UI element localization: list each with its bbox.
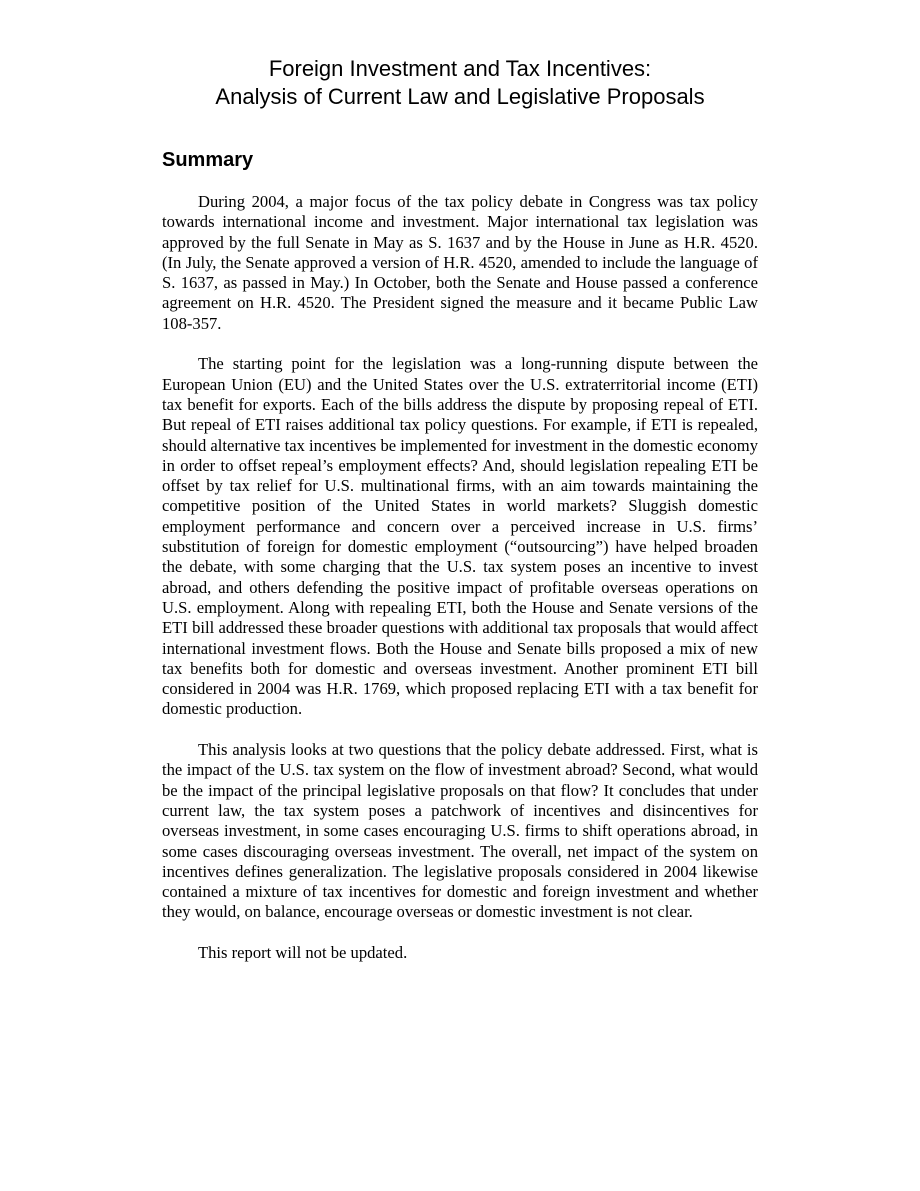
paragraph: This report will not be updated. — [198, 942, 408, 962]
paragraph: The starting point for the legislation was a long-running dispute between the European Union (EU) and the United States over the U.S. extraterritorial income (ETI) tax benefit for exports. Each of the bills address the dispute by proposing repeal of ETI. But repeal of ETI raises additional tax policy questions. For example, if ETI is repealed, should alternative tax incentives be implemented for investment in the domestic economy in order to offset repeal’s employment effects? And, should legislation repealing ETI be offset by tax relief for U.S. multinational firms, with an aim towards maintaining the competitive position of the United States in world markets? Sluggish domestic employment performance and concern over a perceived increase in U.S. firms’ substitution of foreign for domestic employment (“outsourcing”) have helped broaden the debate, with some charging that the U.S. tax system poses an incentive to invest abroad, and others defending the positive impact of profitable overseas operations on U.S. employment. Along with repealing ETI, both the House and Senate versions of the ETI bill addressed these broader questions with additional tax proposals that would affect international investment flows. Both the House and Senate bills proposed a mix of new tax benefits both for domestic and overseas investment. Another prominent ETI bill considered in 2004 was H.R. 1769, which proposed replacing ETI with a tax benefit for domestic production. — [162, 354, 758, 719]
paragraph: This analysis looks at two questions that the policy debate addressed. First, what is the impact of the U.S. tax system on the flow of investment abroad? Second, what would be the impact of the principal legislative proposals on that flow? It concludes that under current law, the tax system poses a patchwork of incentives and disincentives for overseas investment, in some cases encouraging U.S. firms to shift operations abroad, in some cases discouraging overseas investment. The overall, net impact of the system on incentives defines generalization. The legislative proposals considered in 2004 likewise contained a mixture of tax incentives for domestic and foreign investment and whether they would, on balance, encourage overseas or domestic investment is not clear. — [162, 740, 758, 922]
summary-body — [162, 192, 758, 984]
paragraph: During 2004, a major focus of the tax policy debate in Congress was tax policy towards international income and investment. Major international tax legislation was approved by the full Senate in May as S. 1637 and by the House in June as H.R. 4520. (In July, the Senate approved a version of H.R. 4520, amended to include the language of S. 1637, as passed in May.) In October, both the Senate and House passed a conference agreement on H.R. 4520. The President signed the measure and it became Public Law 108-357. — [162, 192, 758, 333]
document-title — [0, 55, 920, 111]
section-heading: Summary — [162, 149, 254, 171]
title-line-2: Analysis of Current Law and Legislative Proposals — [215, 84, 705, 109]
title-line-1: Foreign Investment and Tax Incentives: — [268, 56, 652, 81]
